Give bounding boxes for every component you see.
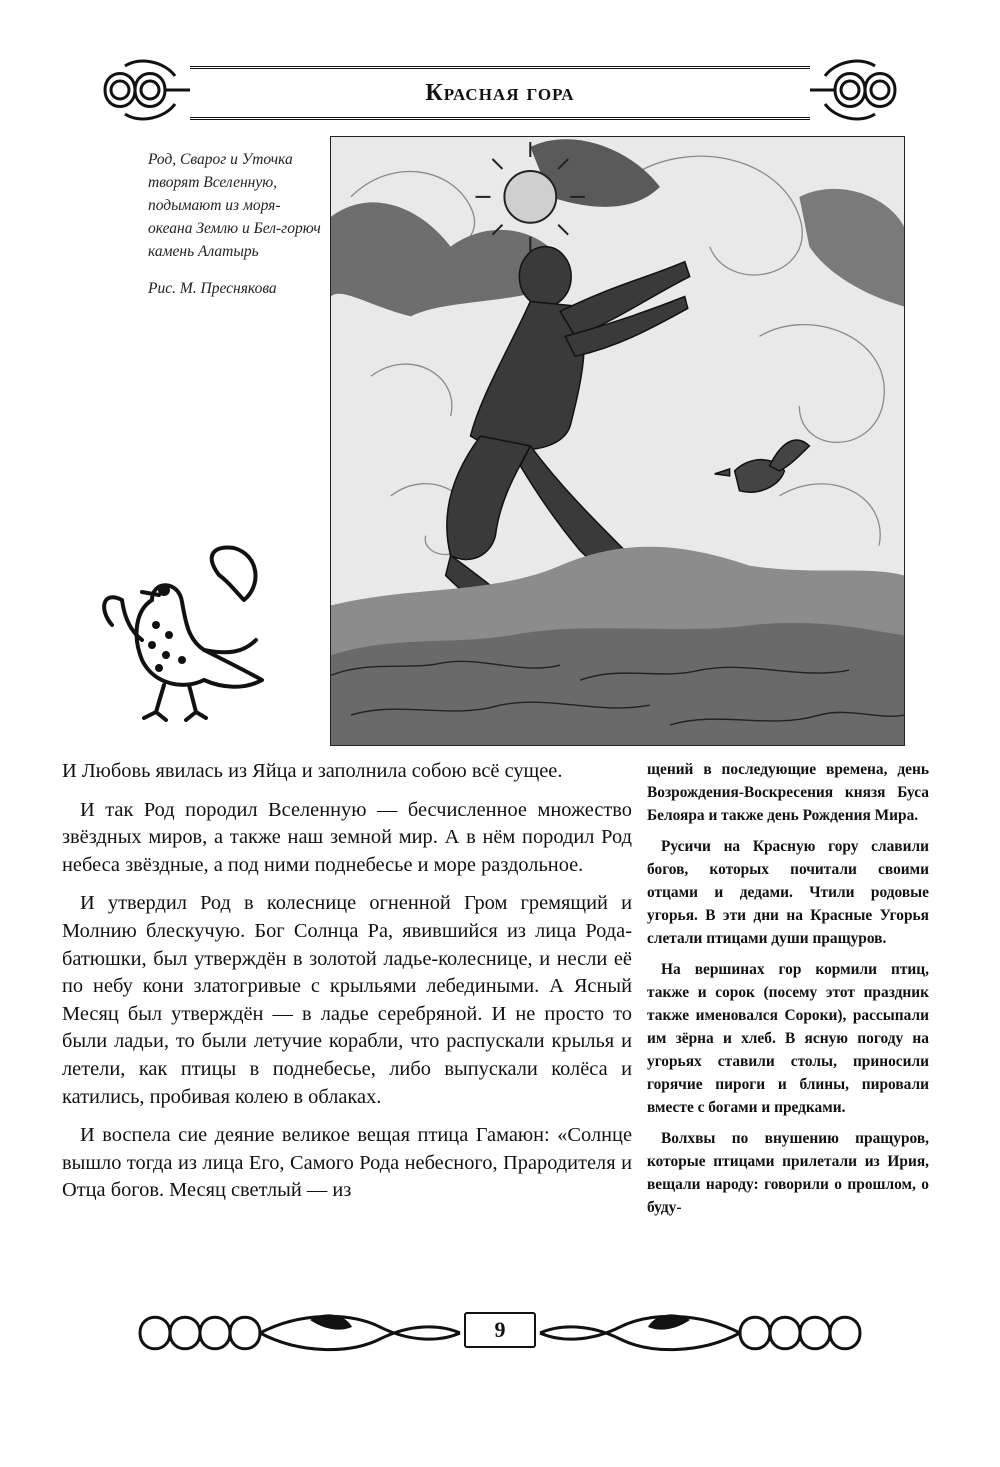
main-text-column xyxy=(62,758,632,1216)
paragraph: Русичи на Красную гору славили богов, которых почитали своими отцами и дедами. Чтили родовые угорья. В эти дни на Красные Угорья слетали птицами души пращуров. xyxy=(647,838,929,947)
myth-illustration xyxy=(330,136,905,746)
side-text-column xyxy=(647,758,929,1227)
paragraph: И так Род породил Вселенную — бесчисленное множество звёздных миров, а также наш земной мир. А в нём породил Род небеса звёздные, а под ними поднебесье и море раздольное. xyxy=(62,798,632,876)
myth-illustration-icon xyxy=(331,137,904,745)
celtic-knot-left-icon xyxy=(95,58,190,122)
page-title: Красная гора xyxy=(425,79,575,106)
celtic-knot-right-icon xyxy=(810,58,905,122)
illustration-caption xyxy=(148,148,323,314)
page-number: 9 xyxy=(464,1312,536,1348)
paragraph: И воспела сие деяние великое вещая птица Гамаюн: «Солнце вышло тогда из лица Его, Самого Рода небесного, Прародителя и Отца богов. Месяц светлый — из xyxy=(62,1124,632,1202)
folk-bird-icon xyxy=(94,540,274,725)
caption-text: Род, Сварог и Уточка творят Вселенную, подымают из моря-океана Землю и Бел-горюч камень Алатырь xyxy=(148,151,321,260)
paragraph: щений в последующие времена, день Возрождения-Воскресения князя Буса Белояра и также день Рождения Мира. xyxy=(647,761,929,824)
paragraph: И Любовь явилась из Яйца и заполнила собою всё сущее. xyxy=(62,760,563,782)
paragraph: На вершинах гор кормили птиц, также и сорок (посему этот праздник также именовался Сороки), рассыпали им зёрна и хлеб. В ясную погоду на угорьях ставили столы, приносили горячие пироги и блины, пировали вместе с богами и предками. xyxy=(647,961,929,1116)
caption-credit: Рис. М. Преснякова xyxy=(148,280,277,297)
paragraph: И утвердил Род в колеснице огненной Гром гремящий и Молнию блескучую. Бог Солнца Ра, явившийся из лица Рода-батюшки, был утверждён в золотой ладье-колеснице, и несли её по небу кони златогривые с крыльями лебедиными. А Ясный Месяц был утверждён — в ладье серебряной. И не просто то были ладьи, то были летучие корабли, что распускали крылья и летели, как птицы в поднебесье, либо выпускали колёса и катились, пробивая колею в облаках. xyxy=(62,892,632,1108)
paragraph: Волхвы по внушению пращуров, которые птицами прилетали из Ирия, вещали народу: говорили о прошлом, о буду- xyxy=(647,1130,929,1216)
header-banner xyxy=(190,66,810,120)
